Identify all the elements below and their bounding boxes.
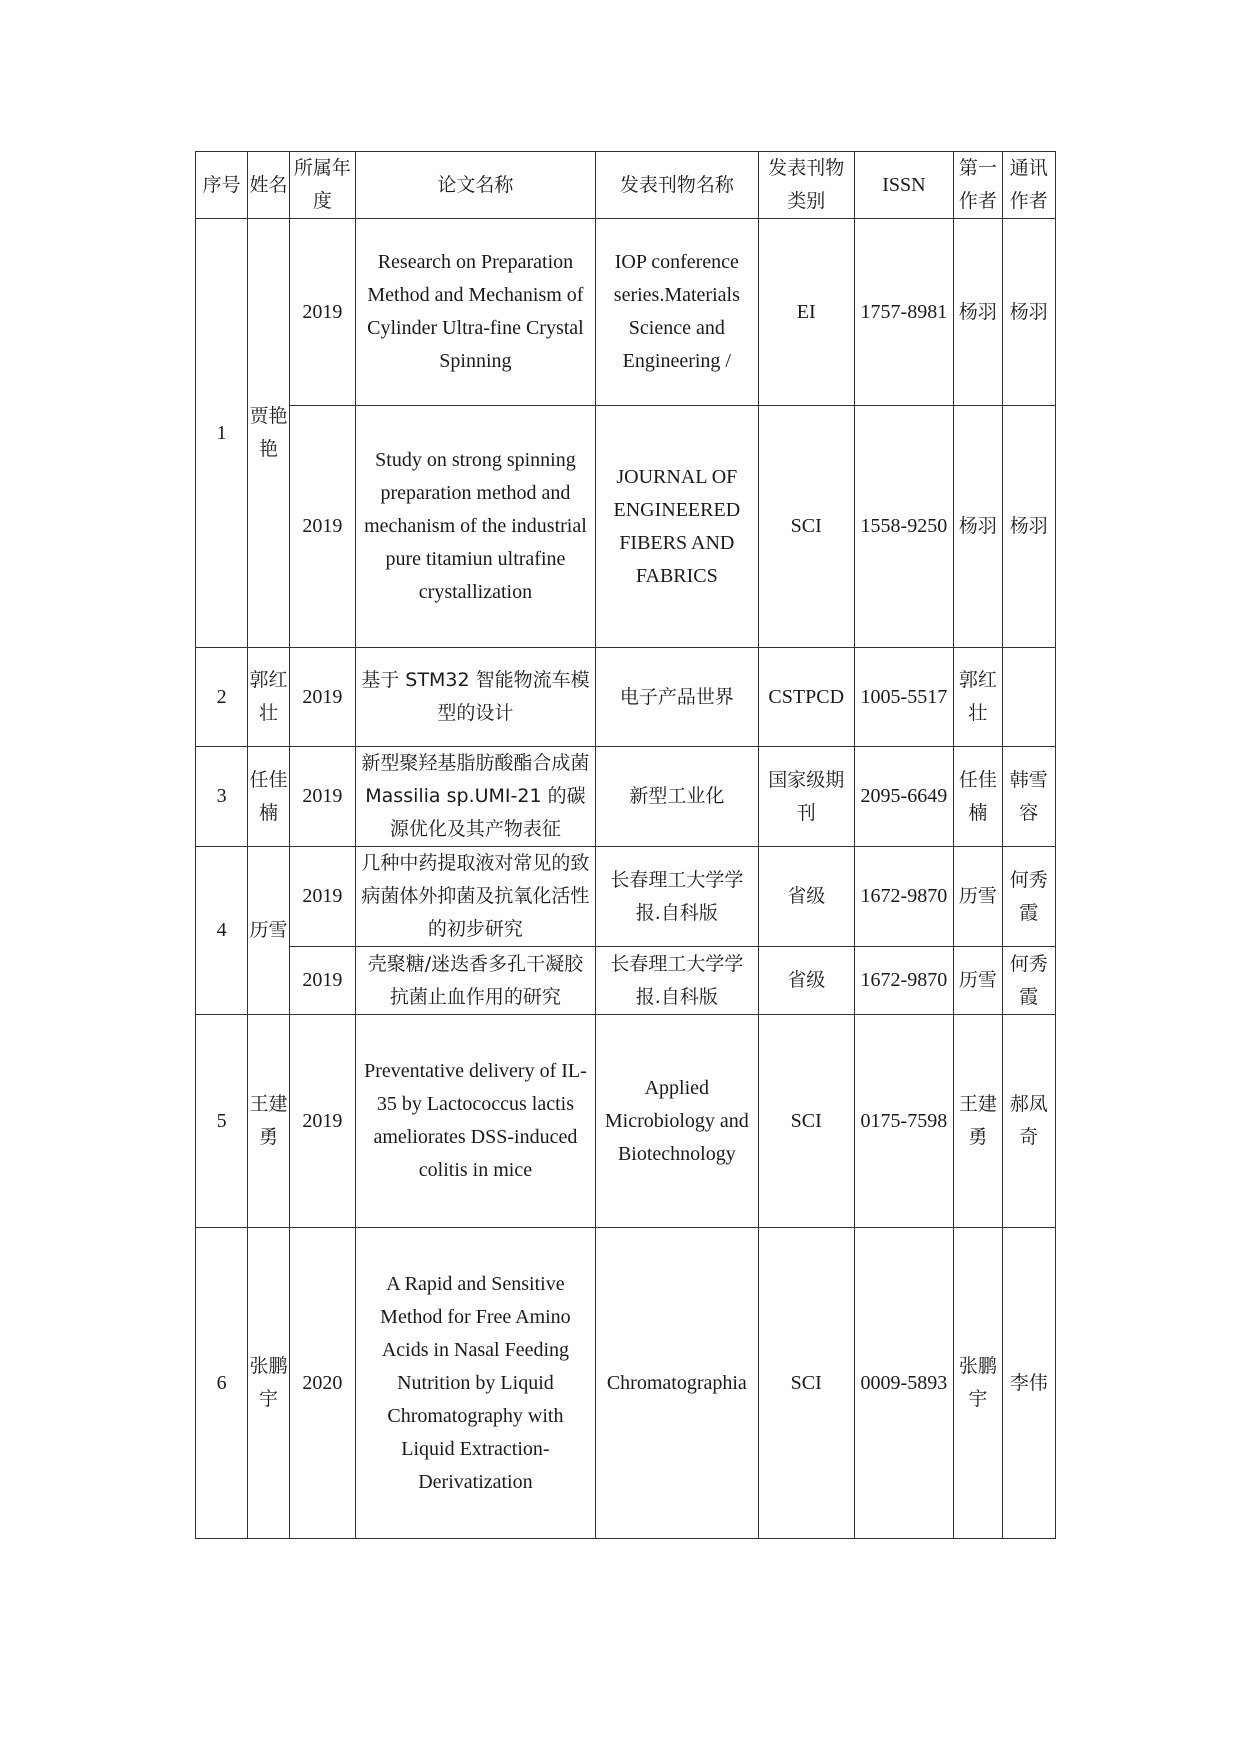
category-cell: 省级 — [758, 847, 854, 947]
header-category: 发表刊物类别 — [758, 152, 854, 219]
issn-cell: 2095-6649 — [854, 747, 954, 847]
header-row — [196, 152, 1056, 219]
corresponding-author-cell: 何秀霞 — [1002, 847, 1055, 947]
category-cell: SCI — [758, 406, 854, 648]
year-cell: 2019 — [289, 648, 355, 747]
header-year: 所属年度 — [289, 152, 355, 219]
name-cell: 任佳楠 — [248, 747, 289, 847]
corresponding-author-cell: 杨羽 — [1002, 406, 1055, 648]
header-seq: 序号 — [196, 152, 248, 219]
seq-cell: 3 — [196, 747, 248, 847]
journal-cell: IOP conference series.Materials Science and Engineering / — [595, 219, 758, 406]
corresponding-author-cell: 郝凤奇 — [1002, 1015, 1055, 1228]
first-author-cell: 历雪 — [954, 947, 1002, 1015]
table-row — [196, 219, 1056, 406]
seq-cell: 4 — [196, 847, 248, 1015]
title-cell: 几种中药提取液对常见的致病菌体外抑菌及抗氧化活性的初步研究 — [356, 847, 596, 947]
title-cell: Research on Preparation Method and Mechanism of Cylinder Ultra-fine Crystal Spinning — [356, 219, 596, 406]
header-first-author: 第一作者 — [954, 152, 1002, 219]
journal-cell: 电子产品世界 — [595, 648, 758, 747]
year-cell: 2020 — [289, 1228, 355, 1539]
corresponding-author-cell: 何秀霞 — [1002, 947, 1055, 1015]
corresponding-author-cell: 李伟 — [1002, 1228, 1055, 1539]
title-cell: 壳聚糖/迷迭香多孔干凝胶抗菌止血作用的研究 — [356, 947, 596, 1015]
seq-cell: 2 — [196, 648, 248, 747]
papers-table — [195, 151, 1056, 1539]
issn-cell: 1757-8981 — [854, 219, 954, 406]
header-name: 姓名 — [248, 152, 289, 219]
first-author-cell: 王建勇 — [954, 1015, 1002, 1228]
year-cell: 2019 — [289, 219, 355, 406]
title-cell: 基于 STM32 智能物流车模型的设计 — [356, 648, 596, 747]
first-author-cell: 郭红壮 — [954, 648, 1002, 747]
seq-cell: 6 — [196, 1228, 248, 1539]
category-cell: 省级 — [758, 947, 854, 1015]
name-cell: 历雪 — [248, 847, 289, 1015]
table-row — [196, 1228, 1056, 1539]
corresponding-author-cell: 韩雪容 — [1002, 747, 1055, 847]
issn-cell: 1005-5517 — [854, 648, 954, 747]
journal-cell: 新型工业化 — [595, 747, 758, 847]
header-title: 论文名称 — [356, 152, 596, 219]
journal-cell: 长春理工大学学报.自科版 — [595, 847, 758, 947]
table-row — [196, 406, 1056, 648]
table-row — [196, 747, 1056, 847]
issn-cell: 0175-7598 — [854, 1015, 954, 1228]
table-row — [196, 947, 1056, 1015]
seq-cell: 5 — [196, 1015, 248, 1228]
table-row — [196, 847, 1056, 947]
year-cell: 2019 — [289, 947, 355, 1015]
journal-cell: 长春理工大学学报.自科版 — [595, 947, 758, 1015]
issn-cell: 1558-9250 — [854, 406, 954, 648]
journal-cell: Applied Microbiology and Biotechnology — [595, 1015, 758, 1228]
title-cell: A Rapid and Sensitive Method for Free Amino Acids in Nasal Feeding Nutrition by Liquid Chromatography with Liquid Extraction-Derivatization — [356, 1228, 596, 1539]
table-row — [196, 1015, 1056, 1228]
corresponding-author-cell — [1002, 648, 1055, 747]
header-journal: 发表刊物名称 — [595, 152, 758, 219]
issn-cell: 0009-5893 — [854, 1228, 954, 1539]
title-cell: Study on strong spinning preparation method and mechanism of the industrial pure titamiun ultrafine crystallization — [356, 406, 596, 648]
first-author-cell: 任佳楠 — [954, 747, 1002, 847]
journal-cell: JOURNAL OF ENGINEERED FIBERS AND FABRICS — [595, 406, 758, 648]
table-row — [196, 648, 1056, 747]
issn-cell: 1672-9870 — [854, 947, 954, 1015]
name-cell: 郭红壮 — [248, 648, 289, 747]
category-cell: 国家级期刊 — [758, 747, 854, 847]
journal-cell: Chromatographia — [595, 1228, 758, 1539]
category-cell: EI — [758, 219, 854, 406]
name-cell: 贾艳艳 — [248, 219, 289, 648]
first-author-cell: 历雪 — [954, 847, 1002, 947]
issn-cell: 1672-9870 — [854, 847, 954, 947]
header-corresponding-author: 通讯作者 — [1002, 152, 1055, 219]
first-author-cell: 杨羽 — [954, 406, 1002, 648]
header-issn: ISSN — [854, 152, 954, 219]
first-author-cell: 杨羽 — [954, 219, 1002, 406]
name-cell: 王建勇 — [248, 1015, 289, 1228]
seq-cell: 1 — [196, 219, 248, 648]
title-cell: Preventative delivery of IL-35 by Lactococcus lactis ameliorates DSS-induced colitis in mice — [356, 1015, 596, 1228]
name-cell: 张鹏宇 — [248, 1228, 289, 1539]
category-cell: SCI — [758, 1015, 854, 1228]
year-cell: 2019 — [289, 406, 355, 648]
corresponding-author-cell: 杨羽 — [1002, 219, 1055, 406]
first-author-cell: 张鹏宇 — [954, 1228, 1002, 1539]
year-cell: 2019 — [289, 1015, 355, 1228]
category-cell: SCI — [758, 1228, 854, 1539]
title-cell: 新型聚羟基脂肪酸酯合成菌 Massilia sp.UMI-21 的碳源优化及其产物表征 — [356, 747, 596, 847]
year-cell: 2019 — [289, 847, 355, 947]
category-cell: CSTPCD — [758, 648, 854, 747]
year-cell: 2019 — [289, 747, 355, 847]
